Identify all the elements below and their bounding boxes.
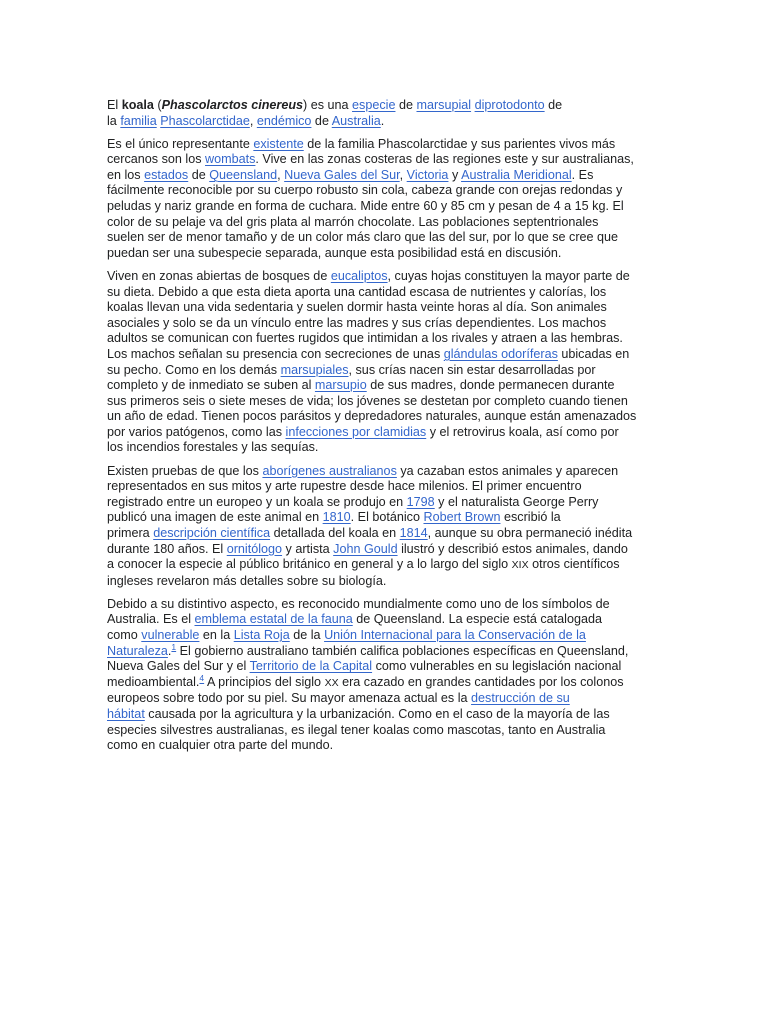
text-run: koalas llevan una vida sedentaria y suelen dormir hasta veinte horas al día. Son animales	[107, 300, 607, 315]
text-run: A principios del siglo	[204, 674, 325, 689]
text-run: puedan ser una subespecie separada, aunque esta posibilidad está en discusión.	[107, 245, 562, 260]
text-run: El	[107, 98, 122, 112]
wiki-link[interactable]: ornitólogo	[226, 541, 283, 556]
wiki-link[interactable]: especie	[352, 98, 396, 112]
text-run: primera	[107, 525, 154, 540]
article-paragraph-4	[107, 464, 663, 590]
text-run: de	[188, 167, 210, 182]
text-run: ) es una	[303, 98, 353, 112]
text-run: la	[107, 113, 121, 128]
wiki-link[interactable]: marsupiales	[280, 362, 349, 377]
text-run: color de su pelaje va del gris plata al marrón chocolate. Las poblaciones septentrionales	[107, 214, 599, 229]
text-run: . Vive en las zonas costeras de las regiones este y sur australianas,	[255, 152, 634, 167]
wiki-link[interactable]: John Gould	[333, 541, 398, 556]
wiki-link[interactable]: destrucción de su	[471, 691, 570, 706]
text-run: publicó una imagen de este animal en	[107, 510, 323, 525]
text-run: Nueva Gales del Sur y el	[107, 659, 250, 674]
text-run: europeos sobre todo por su piel. Su mayor amenaza actual es la	[107, 691, 472, 706]
text-run: como vulnerables en su legislación nacional	[372, 659, 622, 674]
text-run: .	[167, 643, 172, 658]
text-run: sus primeros seis o siete meses de vida; los jóvenes se destetan por completo cuando tienen	[107, 393, 628, 408]
article-body	[107, 98, 663, 761]
wiki-link[interactable]: Naturaleza	[107, 643, 168, 658]
wiki-link[interactable]: estados	[144, 167, 189, 182]
text-run: representados en sus mitos y arte rupestre desde hace milenios. El primer encuentro	[107, 479, 582, 494]
text-run: y el naturalista George Perry	[434, 494, 599, 509]
text-run: . Es	[571, 167, 594, 182]
wiki-link[interactable]: infecciones por clamidias	[285, 424, 427, 439]
scientific-name-wrapper	[162, 98, 303, 112]
text-run: de la	[289, 628, 325, 642]
wiki-link[interactable]: Lista Roja	[233, 628, 290, 642]
wiki-link[interactable]: familia	[120, 113, 157, 128]
wiki-link[interactable]: Phascolarctidae	[160, 113, 250, 128]
text-run: escribió la	[500, 510, 561, 525]
text-run: Debido a su distintivo aspecto, es reconocido mundialmente como uno de los símbolos de	[107, 596, 610, 611]
text-run: ,	[249, 113, 257, 128]
text-run: de la familia Phascolarctidae y sus parientes vivos más	[303, 136, 616, 151]
wiki-link[interactable]: Robert Brown	[423, 510, 501, 525]
bold-term: koala	[121, 98, 154, 112]
text-run: Australia. Es el	[107, 612, 195, 627]
text-run: ilustró y describió estos animales, dando	[397, 541, 628, 556]
article-paragraph-2	[107, 137, 663, 262]
text-run: en la	[199, 628, 234, 642]
text-run: era cazado en grandes cantidades por los colonos	[338, 674, 624, 689]
text-run: cercanos son los	[107, 152, 206, 167]
wiki-link[interactable]: 1798	[406, 494, 435, 509]
article-paragraph-3	[107, 269, 663, 456]
wiki-link[interactable]: emblema estatal de la fauna	[194, 612, 353, 627]
text-run: suelen ser de menor tamaño y de un color más claro que las del sur, por lo que se cree que	[107, 230, 619, 245]
wiki-link[interactable]: Australia	[331, 113, 381, 128]
wiki-link[interactable]: Unión Internacional para la Conservación de la	[324, 628, 586, 642]
text-run: peludas y nariz grande en forma de cuchara. Mide entre 60 y 85 cm y pesan de 4 a 15 kg. El	[107, 199, 624, 214]
wiki-link[interactable]: existente	[253, 136, 304, 151]
text-run: Los machos señalan su presencia con secreciones de unas	[107, 346, 444, 361]
text-run: ,	[277, 167, 285, 182]
wiki-link[interactable]: aborígenes australianos	[262, 463, 397, 478]
text-run: de	[311, 113, 332, 128]
text-run: detallada del koala en	[270, 525, 400, 540]
text-run: .	[380, 113, 385, 128]
text-run: especies silvestres australianas, es ilegal tener koalas como mascotas, tanto en Australia	[107, 722, 606, 737]
wiki-link[interactable]: eucaliptos	[330, 268, 388, 283]
text-run: registrado entre un europeo y un koala se produjo en	[107, 494, 407, 509]
text-run: (	[153, 98, 162, 112]
text-run: de	[544, 98, 563, 112]
text-run: y artista	[282, 541, 334, 556]
text-run: medioambiental.	[107, 674, 200, 689]
wiki-link[interactable]: Territorio de la Capital	[249, 659, 373, 674]
text-run: durante 180 años. El	[107, 541, 227, 556]
text-run: causada por la agricultura y la urbanización. Como en el caso de la mayoría de las	[144, 706, 610, 721]
text-run: , sus crías nacen sin estar desarrolladas por	[348, 362, 596, 377]
wiki-link[interactable]: hábitat	[107, 706, 145, 721]
article-paragraph-1	[107, 98, 663, 129]
text-run: de Queensland. La especie está catalogada	[352, 612, 602, 627]
roman-numeral: XX	[324, 676, 339, 689]
text-run: ,	[399, 167, 407, 182]
scientific-name: Phascolarctos cinereus	[161, 98, 304, 112]
text-run: otros científicos	[528, 557, 620, 572]
wiki-link[interactable]: diprotodonto	[474, 98, 545, 112]
text-run: a conocer la especie al público británico en general y a lo largo del siglo	[107, 557, 512, 572]
text-run: fácilmente reconocible por su cuerpo robusto sin cola, cabeza grande con orejas redondas y	[107, 183, 623, 198]
text-run: de	[395, 98, 417, 112]
wiki-link[interactable]: Nueva Gales del Sur	[284, 167, 400, 182]
wiki-link[interactable]: marsupial	[416, 98, 472, 112]
text-run: y	[448, 167, 462, 182]
wiki-link[interactable]: Australia Meridional	[461, 167, 572, 182]
wiki-link[interactable]: descripción científica	[153, 525, 271, 540]
text-run: su dieta. Debido a que esta dieta aporta una cantidad escasa de nutrientes y calorías, los	[107, 284, 607, 299]
wiki-link[interactable]: 1814	[399, 525, 428, 540]
text-run: El gobierno australiano también califica poblaciones específicas en Queensland,	[176, 643, 629, 658]
text-run: de sus madres, donde permanecen durante	[366, 378, 615, 393]
wiki-link[interactable]: marsupio	[314, 378, 367, 393]
text-run: su pecho. Como en los demás	[107, 362, 281, 377]
wiki-link[interactable]: wombats	[205, 152, 256, 167]
text-run: los incendios forestales y las sequías.	[107, 440, 319, 455]
text-run: ubicadas en	[557, 346, 630, 361]
text-run: adultos se comunican con fuertes rugidos que intimidan a los rivales y atraen a las hembras.	[107, 331, 623, 346]
text-run: . El botánico	[350, 510, 424, 525]
text-run: , cuyas hojas constituyen la mayor parte de	[387, 268, 630, 283]
text-run: Viven en zonas abiertas de bosques de	[107, 268, 331, 283]
text-run: ya cazaban estos animales y aparecen	[396, 463, 619, 478]
footnote-link[interactable]: 1	[171, 641, 177, 652]
text-run: , aunque su obra permaneció inédita	[427, 525, 633, 540]
text-run: y el retrovirus koala, así como por	[426, 424, 619, 439]
wiki-link[interactable]: endémico	[256, 113, 312, 128]
wiki-link[interactable]: glándulas odoríferas	[443, 346, 558, 361]
text-run: como en cualquier otra parte del mundo.	[107, 738, 334, 753]
text-run: un año de edad. Tienen pocos parásitos y depredadores naturales, aunque están amenazados	[107, 409, 637, 424]
text-run: ingleses revelaron más detalles sobre su biología.	[107, 573, 387, 588]
footnote-link[interactable]: 4	[199, 672, 205, 683]
text-run: como	[107, 628, 142, 642]
text-run: Es el único representante	[107, 136, 254, 151]
text-run: Existen pruebas de que los	[107, 463, 263, 478]
wiki-link[interactable]: Queensland	[209, 167, 278, 182]
text-run: asociales y solo se da un vínculo entre las madres y sus crías dependientes. Los machos	[107, 315, 607, 330]
text-run: completo y de inmediato se suben al	[107, 378, 315, 393]
wiki-link[interactable]: 1810	[322, 510, 351, 525]
wiki-link[interactable]: vulnerable	[141, 628, 200, 642]
article-paragraph-5	[107, 597, 663, 754]
text-run: por varios patógenos, como las	[107, 424, 286, 439]
wiki-link[interactable]: Victoria	[406, 167, 449, 182]
roman-numeral: XIX	[511, 559, 529, 572]
text-run: en los	[107, 167, 145, 182]
